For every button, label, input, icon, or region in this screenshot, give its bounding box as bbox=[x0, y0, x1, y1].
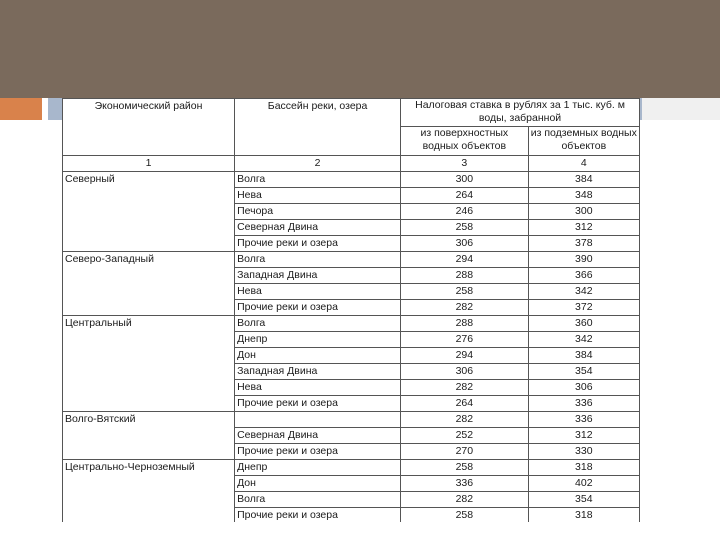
region-cell bbox=[63, 492, 235, 508]
table-row bbox=[63, 460, 640, 476]
basin-cell: Волга bbox=[235, 316, 401, 332]
surface-rate-cell: 306 bbox=[401, 364, 529, 380]
underground-rate-cell: 318 bbox=[528, 460, 639, 476]
header-region: Экономический район bbox=[63, 99, 235, 156]
header-underground: из подземных водных объектов bbox=[528, 127, 639, 156]
basin-cell: Нева bbox=[235, 188, 401, 204]
region-cell bbox=[63, 348, 235, 364]
table-row bbox=[63, 204, 640, 220]
underground-rate-cell: 300 bbox=[528, 204, 639, 220]
region-cell: Волго-Вятский bbox=[63, 412, 235, 428]
column-number-2: 2 bbox=[235, 156, 401, 172]
basin-cell: Дон bbox=[235, 476, 401, 492]
underground-rate-cell: 318 bbox=[528, 508, 639, 523]
table-row bbox=[63, 172, 640, 188]
table-row bbox=[63, 332, 640, 348]
surface-rate-cell: 282 bbox=[401, 300, 529, 316]
basin-cell: Западная Двина bbox=[235, 268, 401, 284]
basin-cell: Волга bbox=[235, 172, 401, 188]
table-row bbox=[63, 412, 640, 428]
surface-rate-cell: 300 bbox=[401, 172, 529, 188]
underground-rate-cell: 354 bbox=[528, 492, 639, 508]
header-surface: из поверхностных водных объектов bbox=[401, 127, 529, 156]
surface-rate-cell: 306 bbox=[401, 236, 529, 252]
surface-rate-cell: 264 bbox=[401, 188, 529, 204]
basin-cell: Северная Двина bbox=[235, 428, 401, 444]
surface-rate-cell: 294 bbox=[401, 252, 529, 268]
table-body bbox=[63, 172, 640, 523]
region-cell: Северо-Западный bbox=[63, 252, 235, 268]
surface-rate-cell: 264 bbox=[401, 396, 529, 412]
underground-rate-cell: 366 bbox=[528, 268, 639, 284]
surface-rate-cell: 276 bbox=[401, 332, 529, 348]
tax-rate-table-document bbox=[62, 98, 640, 522]
basin-cell: Дон bbox=[235, 348, 401, 364]
basin-cell: Прочие реки и озера bbox=[235, 444, 401, 460]
basin-cell: Прочие реки и озера bbox=[235, 396, 401, 412]
underground-rate-cell: 336 bbox=[528, 396, 639, 412]
slide bbox=[0, 98, 720, 540]
table-row bbox=[63, 396, 640, 412]
basin-cell bbox=[235, 412, 401, 428]
underground-rate-cell: 306 bbox=[528, 380, 639, 396]
underground-rate-cell: 336 bbox=[528, 412, 639, 428]
region-cell bbox=[63, 396, 235, 412]
accent-strip-left bbox=[0, 98, 42, 120]
tax-rate-table bbox=[62, 98, 640, 522]
underground-rate-cell: 342 bbox=[528, 284, 639, 300]
underground-rate-cell: 312 bbox=[528, 220, 639, 236]
region-cell bbox=[63, 300, 235, 316]
header-basin: Бассейн реки, озера bbox=[235, 99, 401, 156]
surface-rate-cell: 294 bbox=[401, 348, 529, 364]
region-cell: Центральный bbox=[63, 316, 235, 332]
region-cell bbox=[63, 220, 235, 236]
accent-strip-right bbox=[642, 98, 720, 120]
basin-cell: Волга bbox=[235, 252, 401, 268]
basin-cell: Печора bbox=[235, 204, 401, 220]
underground-rate-cell: 384 bbox=[528, 348, 639, 364]
basin-cell: Нева bbox=[235, 380, 401, 396]
underground-rate-cell: 354 bbox=[528, 364, 639, 380]
table-row bbox=[63, 316, 640, 332]
region-cell bbox=[63, 508, 235, 523]
surface-rate-cell: 246 bbox=[401, 204, 529, 220]
region-cell bbox=[63, 476, 235, 492]
surface-rate-cell: 282 bbox=[401, 412, 529, 428]
underground-rate-cell: 390 bbox=[528, 252, 639, 268]
basin-cell: Прочие реки и озера bbox=[235, 300, 401, 316]
surface-rate-cell: 336 bbox=[401, 476, 529, 492]
surface-rate-cell: 252 bbox=[401, 428, 529, 444]
region-cell bbox=[63, 364, 235, 380]
basin-cell: Прочие реки и озера bbox=[235, 508, 401, 523]
underground-rate-cell: 360 bbox=[528, 316, 639, 332]
basin-cell: Западная Двина bbox=[235, 364, 401, 380]
table-row bbox=[63, 236, 640, 252]
table-row bbox=[63, 188, 640, 204]
basin-cell: Днепр bbox=[235, 332, 401, 348]
region-cell: Центрально-Черноземный bbox=[63, 460, 235, 476]
surface-rate-cell: 288 bbox=[401, 268, 529, 284]
underground-rate-cell: 330 bbox=[528, 444, 639, 460]
table-row bbox=[63, 220, 640, 236]
underground-rate-cell: 342 bbox=[528, 332, 639, 348]
region-cell bbox=[63, 284, 235, 300]
region-cell: Северный bbox=[63, 172, 235, 188]
table-row bbox=[63, 252, 640, 268]
surface-rate-cell: 282 bbox=[401, 380, 529, 396]
underground-rate-cell: 402 bbox=[528, 476, 639, 492]
table-row bbox=[63, 444, 640, 460]
region-cell bbox=[63, 188, 235, 204]
region-cell bbox=[63, 380, 235, 396]
column-number-3: 3 bbox=[401, 156, 529, 172]
basin-cell: Днепр bbox=[235, 460, 401, 476]
table-row bbox=[63, 476, 640, 492]
surface-rate-cell: 258 bbox=[401, 508, 529, 523]
surface-rate-cell: 288 bbox=[401, 316, 529, 332]
basin-cell: Волга bbox=[235, 492, 401, 508]
basin-cell: Нева bbox=[235, 284, 401, 300]
table-row bbox=[63, 508, 640, 523]
underground-rate-cell: 372 bbox=[528, 300, 639, 316]
header-rate: Налоговая ставка в рублях за 1 тыс. куб. м воды, забранной bbox=[401, 99, 640, 127]
underground-rate-cell: 384 bbox=[528, 172, 639, 188]
table-row bbox=[63, 348, 640, 364]
table-row bbox=[63, 492, 640, 508]
table-row bbox=[63, 428, 640, 444]
basin-cell: Северная Двина bbox=[235, 220, 401, 236]
table-row bbox=[63, 300, 640, 316]
column-number-1: 1 bbox=[63, 156, 235, 172]
region-cell bbox=[63, 444, 235, 460]
surface-rate-cell: 270 bbox=[401, 444, 529, 460]
underground-rate-cell: 312 bbox=[528, 428, 639, 444]
table-row bbox=[63, 364, 640, 380]
table-row bbox=[63, 380, 640, 396]
table-row bbox=[63, 284, 640, 300]
underground-rate-cell: 378 bbox=[528, 236, 639, 252]
region-cell bbox=[63, 332, 235, 348]
region-cell bbox=[63, 268, 235, 284]
region-cell bbox=[63, 428, 235, 444]
underground-rate-cell: 348 bbox=[528, 188, 639, 204]
column-number-4: 4 bbox=[528, 156, 639, 172]
region-cell bbox=[63, 236, 235, 252]
region-cell bbox=[63, 204, 235, 220]
surface-rate-cell: 282 bbox=[401, 492, 529, 508]
table-row bbox=[63, 268, 640, 284]
surface-rate-cell: 258 bbox=[401, 284, 529, 300]
surface-rate-cell: 258 bbox=[401, 220, 529, 236]
basin-cell: Прочие реки и озера bbox=[235, 236, 401, 252]
surface-rate-cell: 258 bbox=[401, 460, 529, 476]
